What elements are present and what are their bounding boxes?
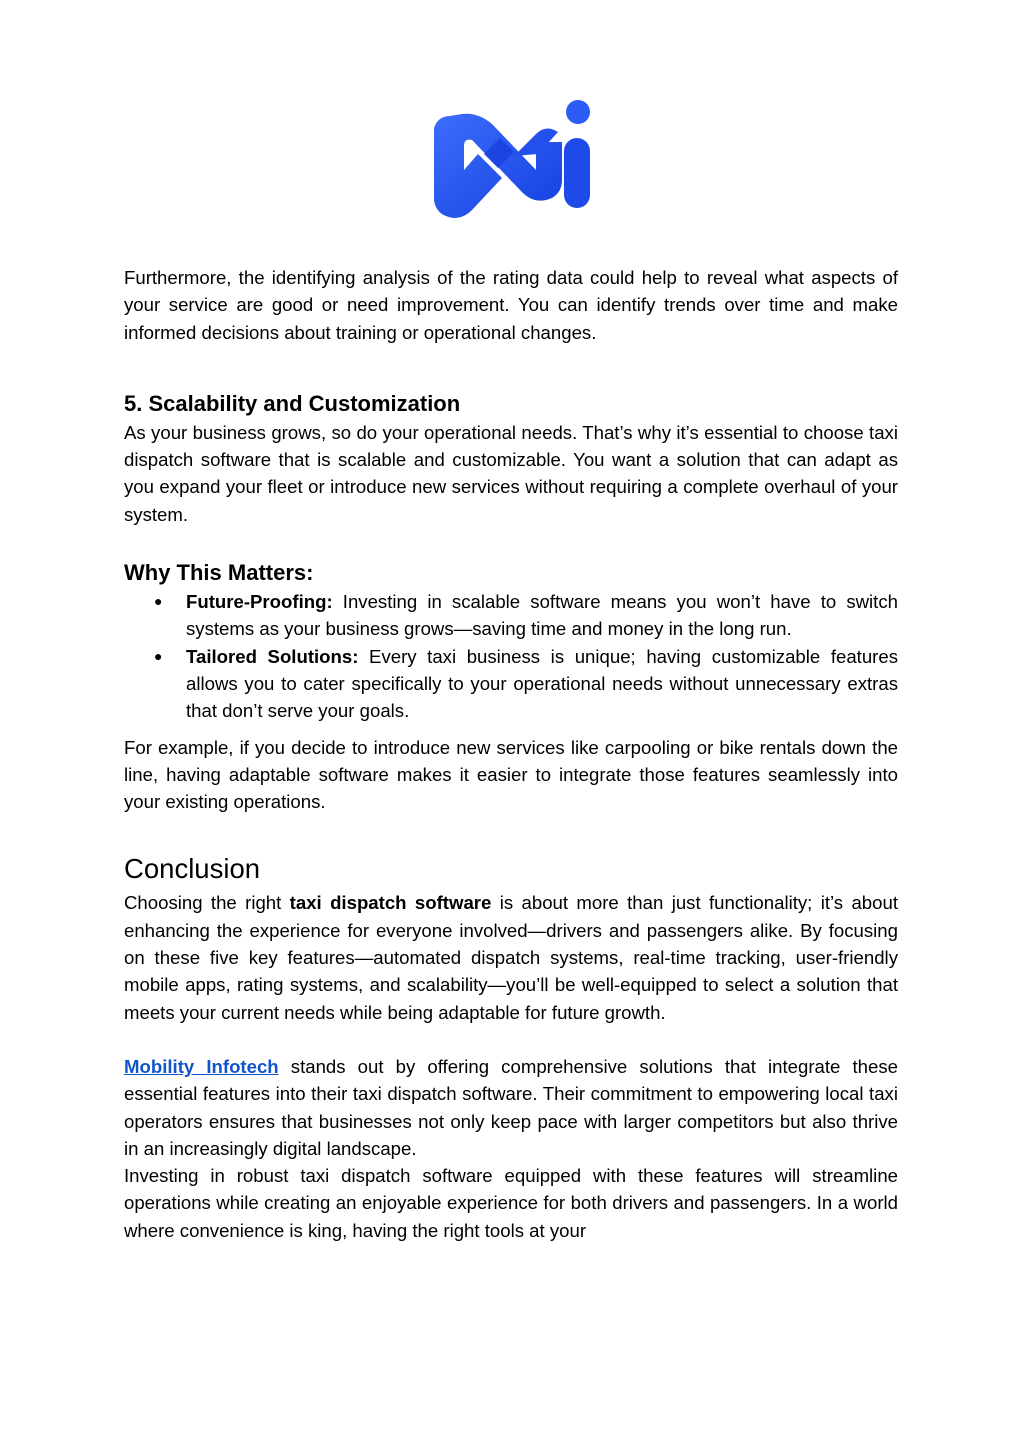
conclusion-text-start: Choosing the right bbox=[124, 892, 290, 914]
why-bullet-list bbox=[124, 588, 898, 724]
bullet-text: Investing in scalable software means you won’t have to switch systems as your business grows—saving time and money in the long run. bbox=[186, 591, 898, 640]
bullet-text: Every taxi business is unique; having customizable features allows you to cater specifically to your operational needs without unnecessary extras that don’t serve your goals. bbox=[186, 645, 899, 722]
document-body bbox=[124, 264, 898, 1244]
list-item bbox=[124, 643, 898, 725]
why-heading: Why This Matters: bbox=[124, 560, 314, 586]
scalability-paragraph: As your business grows, so do your operational needs. That’s why it’s essential to choose taxi dispatch software that is scalable and customizable. You want a solution that can adapt as you expand your fleet or introduce new services without requiring a complete overhaul of your system. bbox=[124, 421, 898, 525]
conclusion-heading: Conclusion bbox=[124, 853, 261, 885]
mobility-text: stands out by offering comprehensive solutions that integrate these essential features into their taxi dispatch software. Their commitment to empowering local taxi operators ensures that businesses not only keep pace with larger competitors but also thrive in an increasingly digital landscape. bbox=[124, 1055, 898, 1159]
mobility-infotech-logo-icon bbox=[428, 98, 594, 224]
bullet-icon: ● bbox=[154, 593, 163, 610]
investing-paragraph: Investing in robust taxi dispatch software equipped with these features will streamline operations while creating an enjoyable experience for both drivers and passengers. In a world where convenience is king, having the right tools at your bbox=[124, 1165, 898, 1241]
mobility-infotech-link[interactable]: Mobility Infotech bbox=[124, 1055, 279, 1077]
conclusion-text-end: is about more than just functionality; it’s about enhancing the experience for everyone involved—drivers and passengers alike. By focusing on these five key features—automated dispatch systems, real-time tracking, user-friendly mobile apps, rating systems, and scalability—you’ll be well-equipped to select a solution that meets your current needs while being adaptable for future growth. bbox=[124, 892, 898, 1023]
list-item bbox=[124, 588, 898, 643]
intro-paragraph: Furthermore, the identifying analysis of the rating data could help to reveal what aspects of your service are good or need improvement. You can identify trends over time and make informed decisions about training or operational changes. bbox=[124, 267, 898, 343]
bullet-icon: ● bbox=[154, 647, 163, 664]
bullet-label: Tailored Solutions: bbox=[186, 645, 359, 667]
conclusion-bold-text: taxi dispatch software bbox=[289, 892, 492, 914]
bullet-label: Future-Proofing: bbox=[186, 591, 333, 613]
scalability-heading: 5. Scalability and Customization bbox=[124, 390, 461, 416]
mobility-paragraph bbox=[124, 1053, 898, 1162]
example-paragraph: For example, if you decide to introduce new services like carpooling or bike rentals down the line, having adaptable software makes it easier to integrate those features seamlessly into your existing operations. bbox=[124, 736, 898, 813]
conclusion-paragraph bbox=[124, 889, 898, 1025]
